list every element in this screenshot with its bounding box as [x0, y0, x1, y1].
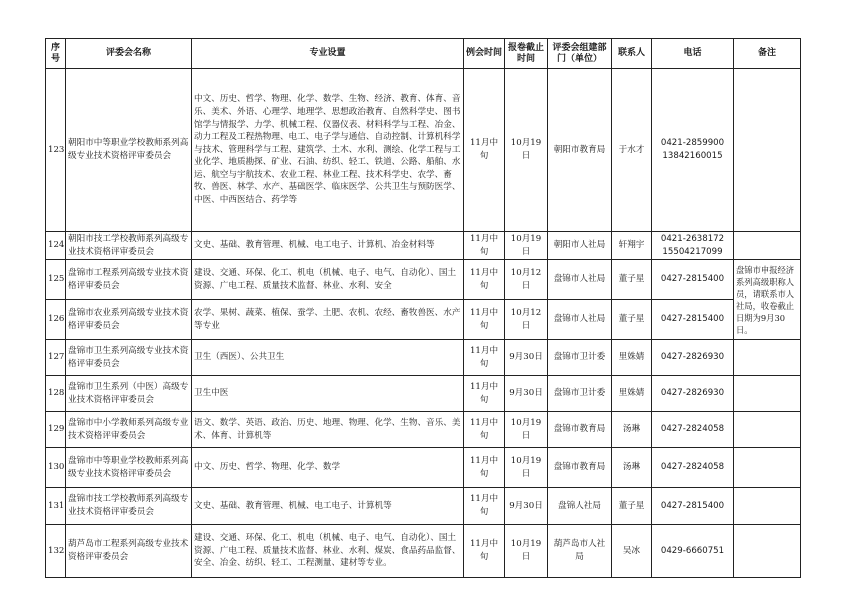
- cell-specialty: 语文、数学、英语、政治、历史、地理、物理、化学、生物、音乐、美术、体育、计算机等: [192, 412, 464, 448]
- phone-number: 0421-2638172: [660, 233, 725, 244]
- phone-number: 0429-6660751: [660, 545, 725, 556]
- cell-committee: 盘锦市技工学校教师系列高级专业技术资格评审委员会: [66, 488, 192, 525]
- phone-number-mobile: 15504217099: [662, 246, 723, 257]
- cell-remark: [734, 340, 801, 376]
- cell-contact: 汤琳: [612, 448, 652, 488]
- header-contact: 联系人: [612, 39, 652, 69]
- cell-seq: 128: [46, 376, 66, 412]
- cell-meeting: 11月中旬: [464, 488, 505, 525]
- cell-seq: 131: [46, 488, 66, 525]
- table-row: [46, 412, 801, 448]
- table-row: [46, 69, 801, 232]
- cell-meeting: 11月中旬: [464, 376, 505, 412]
- cell-committee: 朝阳市技工学校教师系列高级专业技术资格评审委员会: [66, 232, 192, 260]
- cell-specialty: 文史、基础、教育管理、机械、电工电子、计算机、冶金材料等: [192, 232, 464, 260]
- cell-committee: 葫芦岛市工程系列高级专业技术资格评审委员会: [66, 525, 192, 578]
- cell-meeting: 11月中旬: [464, 232, 505, 260]
- cell-contact: 汤琳: [612, 412, 652, 448]
- phone-number-mobile: 13842160015: [662, 151, 723, 161]
- header-remark: 备注: [734, 39, 801, 69]
- cell-deadline: 9月30日: [505, 488, 548, 525]
- cell-contact: 董子星: [612, 300, 652, 340]
- cell-phone: [652, 232, 734, 260]
- cell-seq: 125: [46, 260, 66, 300]
- cell-deadline: 10月19日: [505, 448, 548, 488]
- cell-org: 盘锦人社局: [548, 488, 612, 525]
- cell-meeting: 11月中旬: [464, 260, 505, 300]
- phone-number: 0427-2826930: [660, 352, 725, 363]
- cell-remark: [734, 376, 801, 412]
- cell-committee: 盘锦市卫生系列高级专业技术资格评审委员会: [66, 340, 192, 376]
- cell-meeting: 11月中旬: [464, 340, 505, 376]
- cell-specialty: 文史、基础、教育管理、机械、电工电子、计算机等: [192, 488, 464, 525]
- cell-committee: 盘锦市中等职业学校教师系列高级专业技术资格评审委员会: [66, 448, 192, 488]
- cell-org: 盘锦市教育局: [548, 412, 612, 448]
- table-row: [46, 300, 801, 340]
- cell-remark: [734, 488, 801, 525]
- cell-phone: [652, 260, 734, 300]
- cell-org: 葫芦岛市人社局: [548, 525, 612, 578]
- cell-contact: 里姝婧: [612, 340, 652, 376]
- cell-specialty: 卫生中医: [192, 376, 464, 412]
- cell-contact: 里姝婧: [612, 376, 652, 412]
- cell-seq: 123: [46, 69, 66, 232]
- cell-contact: 董子星: [612, 260, 652, 300]
- cell-seq: 132: [46, 525, 66, 578]
- cell-remark: [734, 525, 801, 578]
- cell-remark: 盘锦市申报经济系列高级职称人员，请联系市人社局，收卷截止日期为9月30日。: [734, 260, 801, 340]
- cell-committee: 盘锦市农业系列高级专业技术资格评审委员会: [66, 300, 192, 340]
- cell-committee: 盘锦市中小学教师系列高级专业技术资格评审委员会: [66, 412, 192, 448]
- cell-phone: [652, 300, 734, 340]
- cell-meeting: 11月中旬: [464, 69, 505, 232]
- cell-committee: 盘锦市工程系列高级专业技术资格评审委员会: [66, 260, 192, 300]
- cell-deadline: 10月19日: [505, 525, 548, 578]
- cell-seq: 124: [46, 232, 66, 260]
- header-committee: 评委会名称: [66, 39, 192, 69]
- cell-seq: 126: [46, 300, 66, 340]
- phone-number: 0427-2824058: [660, 424, 725, 435]
- header-row: [46, 39, 801, 69]
- cell-deadline: 10月19日: [505, 232, 548, 260]
- cell-contact: 于水才: [612, 69, 652, 232]
- table-row: [46, 488, 801, 525]
- cell-contact: 董子星: [612, 488, 652, 525]
- cell-specialty: 农学、果树、蔬菜、植保、蚕学、土肥、农机、农经、畜牧兽医、水产等专业: [192, 300, 464, 340]
- cell-remark: [734, 232, 801, 260]
- phone-number: 0427-2815400: [660, 500, 725, 511]
- cell-phone: [652, 412, 734, 448]
- cell-deadline: 10月19日: [505, 412, 548, 448]
- cell-deadline: 9月30日: [505, 376, 548, 412]
- phone-number: 0427-2815400: [660, 274, 725, 285]
- cell-deadline: 10月19日: [505, 69, 548, 232]
- cell-org: 盘锦市人社局: [548, 260, 612, 300]
- cell-deadline: 9月30日: [505, 340, 548, 376]
- cell-phone: [652, 488, 734, 525]
- cell-specialty: 卫生（西医）、公共卫生: [192, 340, 464, 376]
- header-seq: 序号: [46, 39, 66, 69]
- table-row: [46, 340, 801, 376]
- cell-specialty: 中文、历史、哲学、物理、化学、数学、生物、经济、教育、体育、音乐、美术、外语、心理学、地理学、思想政治教育、自然科学史、图书馆学与情报学、力学、机械工程、仪器仪表、材料科学与工程、冶金、动力工程及工程热物理、电工、电子学与通信、自动控制、计算机科学与技术、管理科学与工程、建筑学、土木、水利、测绘、化学工程与工业化学、地质勘探、矿业、石油、纺织、轻工、铁道、公路、船舶、水运、航空与宇航技术、农业工程、林业工程、技术科学史、农学、畜牧、兽医、林学、水产、基础医学、临床医学、公共卫生与预防医学、中医、中西医结合、药学等: [192, 69, 464, 232]
- cell-seq: 127: [46, 340, 66, 376]
- cell-remark: [734, 412, 801, 448]
- cell-phone: [652, 69, 734, 232]
- table-row: [46, 232, 801, 260]
- cell-org: 盘锦市教育局: [548, 448, 612, 488]
- cell-phone: [652, 340, 734, 376]
- cell-phone: [652, 525, 734, 578]
- cell-specialty: 中文、历史、哲学、物理、化学、数学: [192, 448, 464, 488]
- cell-meeting: 11月中旬: [464, 412, 505, 448]
- cell-phone: [652, 448, 734, 488]
- phone-number: 0421-2859900: [660, 138, 725, 149]
- cell-org: 盘锦市人社局: [548, 300, 612, 340]
- table-row: [46, 448, 801, 488]
- header-org: 评委会组建部门（单位）: [548, 39, 612, 69]
- cell-deadline: 10月12日: [505, 260, 548, 300]
- cell-phone: [652, 376, 734, 412]
- cell-contact: 吴冰: [612, 525, 652, 578]
- cell-meeting: 11月中旬: [464, 525, 505, 578]
- cell-committee: 朝阳市中等职业学校教师系列高级专业技术资格评审委员会: [66, 69, 192, 232]
- header-specialty: 专业设置: [192, 39, 464, 69]
- cell-committee: 盘锦市卫生系列（中医）高级专业技术资格评审委员会: [66, 376, 192, 412]
- table-row: [46, 260, 801, 300]
- cell-contact: 轩翔宇: [612, 232, 652, 260]
- table-row: [46, 525, 801, 578]
- cell-meeting: 11月中旬: [464, 300, 505, 340]
- table-row: [46, 376, 801, 412]
- cell-seq: 130: [46, 448, 66, 488]
- committee-table: [45, 38, 801, 578]
- cell-remark: [734, 69, 801, 232]
- header-meeting: 例会时间: [464, 39, 505, 69]
- phone-number: 0427-2826930: [660, 388, 725, 399]
- cell-deadline: 10月12日: [505, 300, 548, 340]
- cell-seq: 129: [46, 412, 66, 448]
- cell-org: 朝阳市教育局: [548, 69, 612, 232]
- cell-specialty: 建设、交通、环保、化工、机电（机械、电子、电气、自动化）、国土资源、广电工程、质量技术监督、林业、水利、煤炭、食品药品监督、安全、冶金、纺织、轻工、工程测量、建材等专业。: [192, 525, 464, 578]
- cell-org: 朝阳市人社局: [548, 232, 612, 260]
- cell-org: 盘锦市卫计委: [548, 340, 612, 376]
- phone-number: 0427-2824058: [660, 462, 725, 473]
- phone-number: 0427-2815400: [660, 314, 725, 325]
- cell-meeting: 11月中旬: [464, 448, 505, 488]
- cell-org: 盘锦市卫计委: [548, 376, 612, 412]
- cell-remark: [734, 448, 801, 488]
- header-deadline: 报卷截止时间: [505, 39, 548, 69]
- cell-specialty: 建设、交通、环保、化工、机电（机械、电子、电气、自动化）、国土资源、广电工程、质量技术监督、林业、水利、安全: [192, 260, 464, 300]
- header-phone: 电话: [652, 39, 734, 69]
